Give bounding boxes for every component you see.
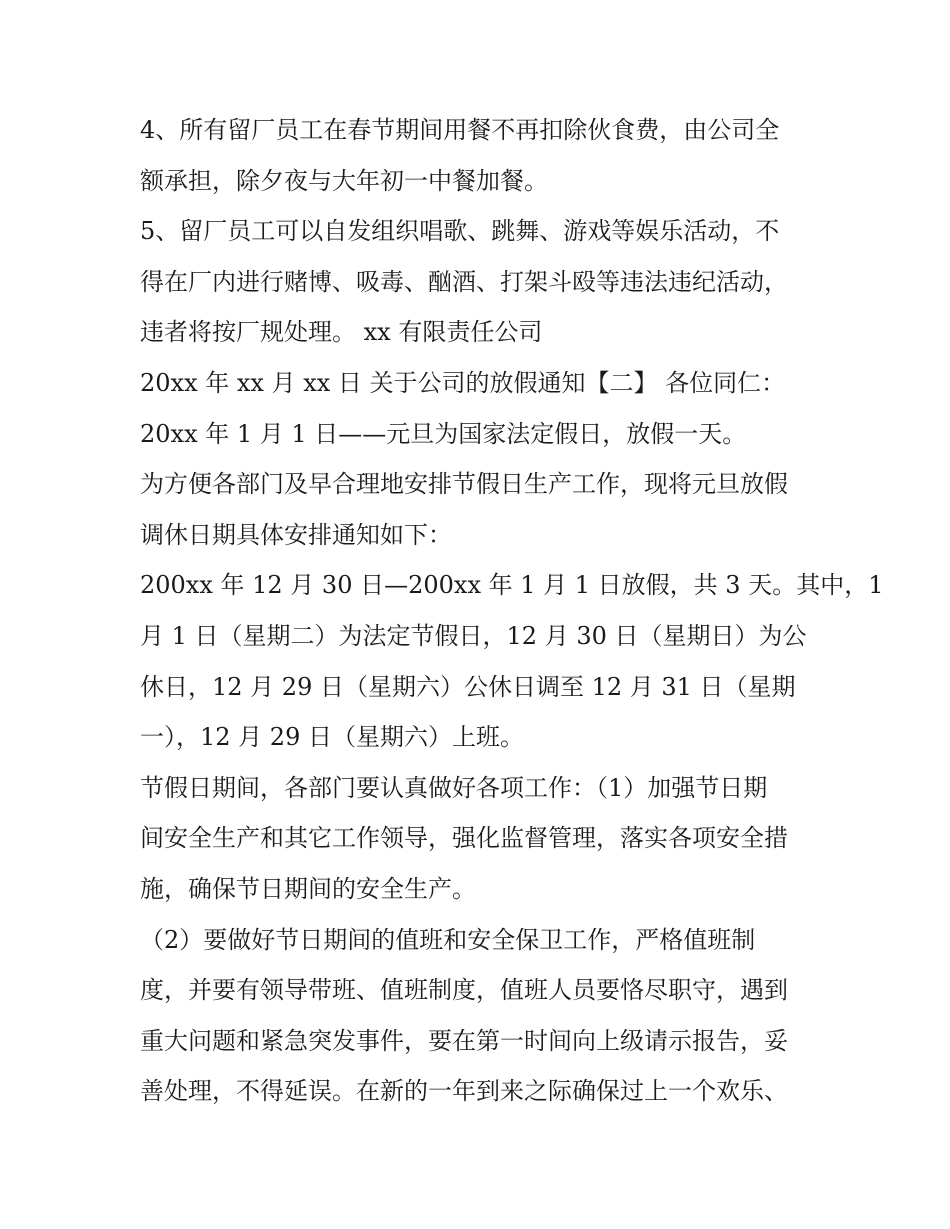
text-line: 一），12 月 29 日（星期六）上班。: [140, 723, 524, 752]
text-line: （2）要做好节日期间的值班和安全保卫工作，严格值班制: [140, 925, 756, 954]
text-line: 额承担，除夕夜与大年初一中餐加餐。: [140, 166, 548, 195]
text-line: 度，并要有领导带班、值班制度，值班人员要恪尽职守，遇到: [140, 976, 788, 1005]
text-line: 20xx 年 1 月 1 日——元旦为国家法定假日，放假一天。: [140, 419, 747, 448]
text-line: 调休日期具体安排通知如下：: [140, 520, 452, 549]
text-line: 节假日期间，各部门要认真做好各项工作：（1）加强节日期: [140, 773, 768, 802]
text-line: 间安全生产和其它工作领导，强化监督管理，落实各项安全措: [140, 824, 788, 853]
document-body: [140, 105, 884, 1117]
text-line: 200xx 年 12 月 30 日—200xx 年 1 月 1 日放假，共 3 天。其中，1: [140, 571, 884, 600]
text-line: 善处理，不得延误。在新的一年到来之际确保过上一个欢乐、: [140, 1077, 788, 1106]
text-line: 月 1 日（星期二）为法定节假日，12 月 30 日（星期日）为公: [140, 621, 807, 650]
text-line: 休日，12 月 29 日（星期六）公休日调至 12 月 31 日（星期: [140, 672, 796, 701]
text-line: 20xx 年 xx 月 xx 日 关于公司的放假通知【二】 各位同仁：: [140, 368, 786, 397]
text-line: 施，确保节日期间的安全生产。: [140, 874, 476, 903]
text-line: 违者将按厂规处理。 xx 有限责任公司: [140, 318, 543, 347]
text-line: 为方便各部门及早合理地安排节假日生产工作，现将元旦放假: [140, 470, 788, 499]
text-line: 5、留厂员工可以自发组织唱歌、跳舞、游戏等娱乐活动，不: [140, 217, 780, 246]
text-line: 得在厂内进行赌博、吸毒、酗酒、打架斗殴等违法违纪活动，: [140, 267, 788, 296]
text-line: 4、所有留厂员工在春节期间用餐不再扣除伙食费，由公司全: [140, 116, 780, 144]
text-line: 重大问题和紧急突发事件，要在第一时间向上级请示报告，妥: [140, 1026, 788, 1055]
